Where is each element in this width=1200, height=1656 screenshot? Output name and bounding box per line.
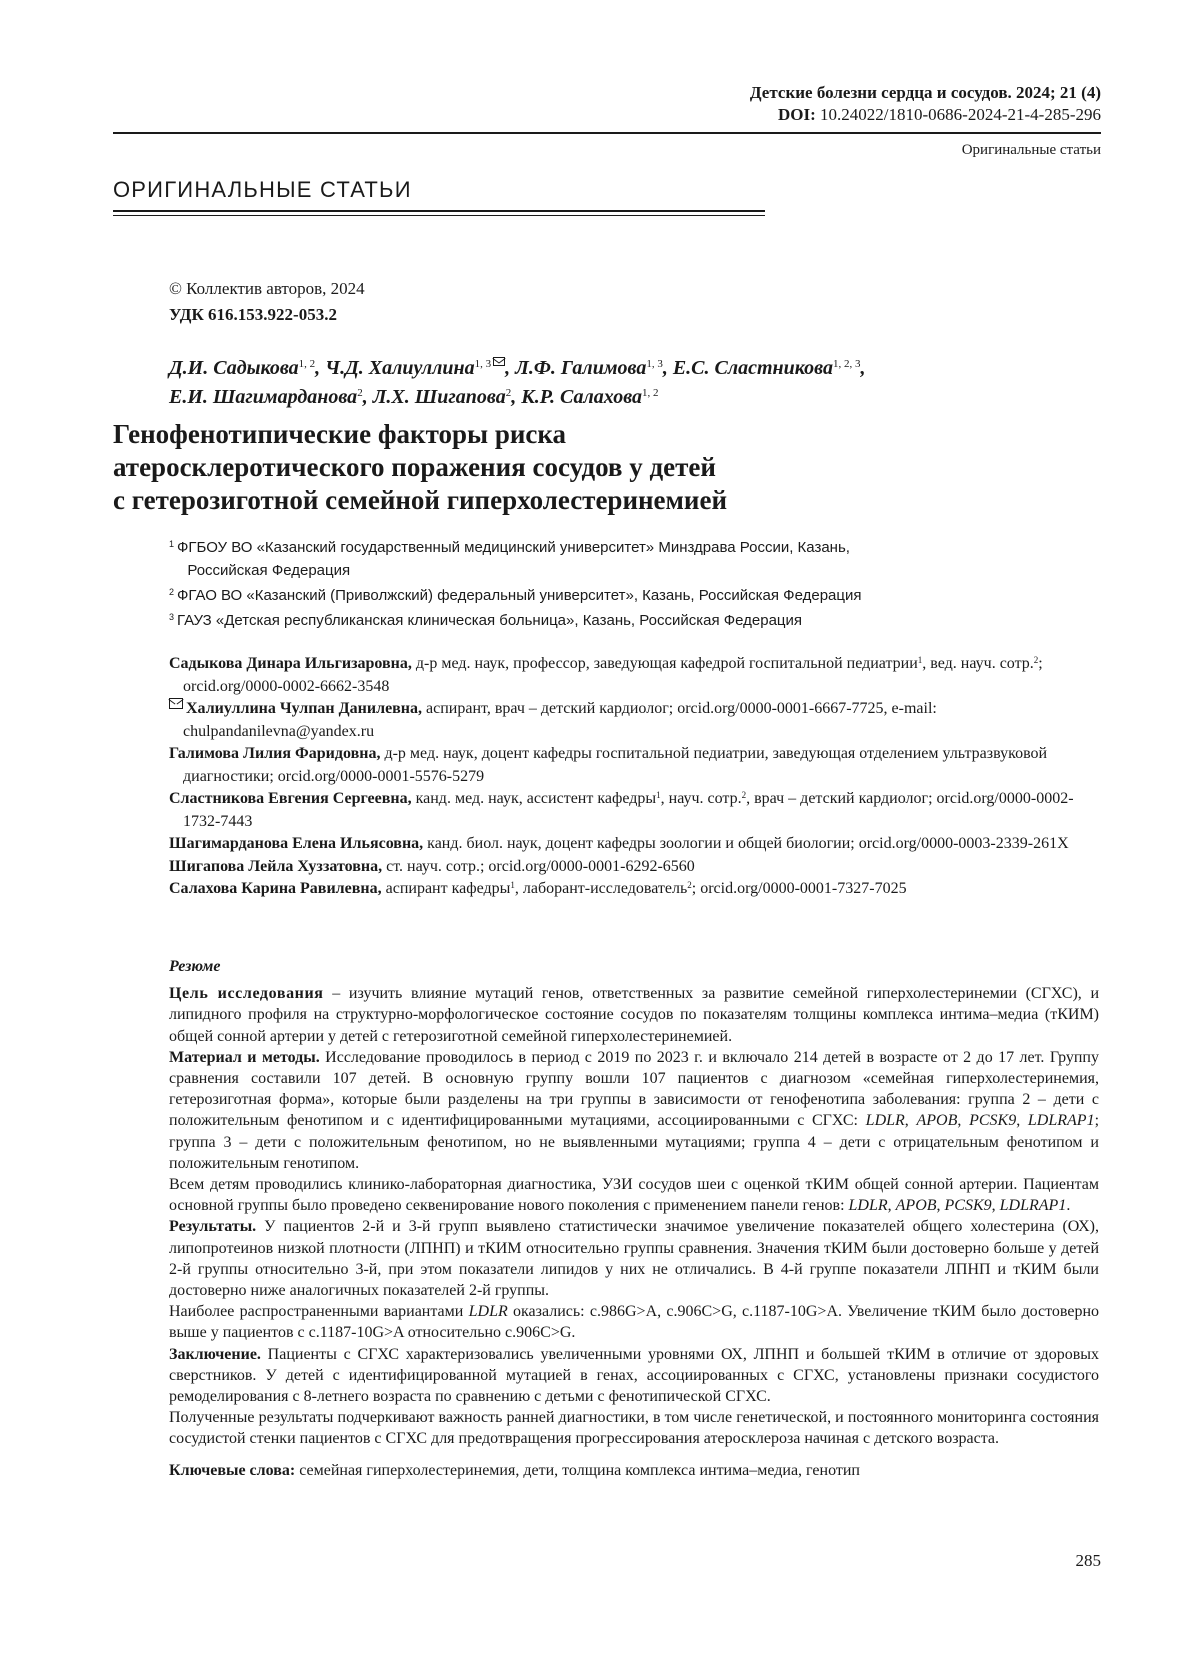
author-detail-name: Халиуллина Чулпан Данилевна, xyxy=(186,700,423,717)
affiliation-item xyxy=(169,536,1089,582)
affiliation-mark: 2 xyxy=(687,880,692,890)
affiliation-mark: 2 xyxy=(741,790,747,800)
abstract-results-continued xyxy=(169,1301,1099,1343)
gene-name: PCSK9 xyxy=(969,1112,1017,1130)
article-title xyxy=(113,418,1013,517)
author-name: Е.И. Шагимарданова xyxy=(169,386,358,408)
author-detail-text: д-р мед. наук, профессор, заведующая кафедрой госпитальной педиатрии xyxy=(411,655,918,672)
abstract-text: Наиболее распространенными вариантами xyxy=(169,1303,469,1321)
keywords xyxy=(169,1460,1099,1481)
abstract-conclusion xyxy=(169,1344,1099,1408)
author-detail xyxy=(169,653,1099,698)
abstract-text: оказались: c.986G>A, c.906C>G, c.1187-10G>A. Увеличение тКИМ было достоверно выше у пациентов с c.1187-10G>A относительно c.906C>G. xyxy=(169,1303,1099,1342)
affiliations xyxy=(169,536,1089,634)
author-name: Е.С. Сластникова xyxy=(672,357,833,379)
copyright-line: © Коллектив авторов, 2024 xyxy=(169,279,365,298)
keywords-text: семейная гиперхолестеринемия, дети, толщина комплекса интима–медиа, генотип xyxy=(295,1461,860,1479)
abstract-text: Пациенты с СГХС характеризовались увеличенными уровнями ОХ, ЛПНП и большей тКИМ в отличие от здоровых сверстников. У детей с идентифицированной мутацией в генах, ассоциированных с СГХС, установлены признаки сосудистого ремоделирования с 8-летнего возраста по сравнению с детьми с фенотипической СГХС. xyxy=(169,1345,1099,1406)
author-detail-text: , вед. науч. сотр. xyxy=(922,655,1034,672)
affiliation-number: 3 xyxy=(169,612,175,622)
author-details xyxy=(169,653,1099,901)
abstract-text: ; группа 3 – дети с положительным фенотипом, но не выявленными мутациями; группа 4 – дети с отрицательным фенотипом и положительным генотипом. xyxy=(169,1112,1100,1172)
author-name: К.Р. Салахова xyxy=(521,386,643,408)
author-affiliation-marks: 1, 2, 3 xyxy=(832,358,861,370)
abstract-label: Результаты. xyxy=(169,1218,257,1236)
author-affiliation-marks: 1, 2 xyxy=(642,387,659,399)
keywords-label: Ключевые слова: xyxy=(169,1461,296,1479)
abstract-heading: Резюме xyxy=(169,958,221,975)
gene-name: LDLR xyxy=(848,1197,888,1215)
author-detail-name: Шигапова Лейла Хуззатовна, xyxy=(169,857,383,875)
abstract-aim xyxy=(169,983,1099,1047)
author-affiliation-marks: 2 xyxy=(357,387,363,399)
abstract xyxy=(169,956,1099,1481)
title-line: Генофенотипические факторы риска xyxy=(113,419,567,449)
gene-name: APOB xyxy=(916,1112,958,1130)
author-detail-text: ; orcid.org/0000-0001-7327-7025 xyxy=(691,880,907,897)
section-divider-thick xyxy=(113,210,765,212)
doi-label: DOI: xyxy=(778,105,816,124)
author-name: Л.Ф. Галимова xyxy=(515,357,647,379)
author-name: Л.Х. Шигапова xyxy=(372,386,506,408)
abstract-label: Заключение. xyxy=(169,1345,261,1363)
abstract-label: Материал и методы. xyxy=(169,1048,320,1066)
author-detail-text: канд. биол. наук, доцент кафедры зоологии и общей биологии; orcid.org/0000-0003-2339-261X xyxy=(423,835,1069,852)
udc-code: УДК 616.153.922-053.2 xyxy=(169,305,337,324)
author-detail-text: канд. мед. наук, ассистент кафедры xyxy=(411,790,657,807)
abstract-text: Всем детям проводились клинико-лабораторная диагностика, УЗИ сосудов шеи с оценкой тКИМ общей сонной артерии. Пациентам основной группы было проведено секвенирование нового поколения с применением панели генов: xyxy=(169,1176,1099,1215)
author-affiliation-marks: 1, 2 xyxy=(298,358,316,370)
author-detail-text: д-р мед. наук, доцент кафедры госпитальной педиатрии, заведующая отделением ультразвуковой диагностики; orcid.org/0000-0001-5576-5279 xyxy=(183,745,1048,785)
journal-header xyxy=(750,82,1101,126)
author-affiliation-marks: 1, 3 xyxy=(646,358,663,370)
title-line: атеросклеротического поражения сосудов у детей xyxy=(113,452,716,482)
author-detail-text: , лаборант-исследователь xyxy=(514,880,688,897)
gene-name: LDLRAP1 xyxy=(1027,1112,1095,1130)
envelope-icon xyxy=(493,357,505,366)
header-divider xyxy=(113,132,1101,134)
abstract-methods-continued: Всем детям проводились клинико-лабораторная диагностика, УЗИ сосудов шеи с оценкой тКИМ общей сонной артерии. Пациентам основной группы было проведено секвенирование нового поколения с применением панели генов: LDLR, APOB, PCSK9, LDLRAP1. xyxy=(169,1176,1099,1215)
abstract-text: – изучить влияние мутаций генов, ответственных за развитие семейной гиперхолестеринемии (СГХС), и липидного профиля на структурно-морфологическое состояние сосудов по показателям толщины комплекса интима–медиа (тКИМ) общей сонной артерии у детей с гетерозиготной семейной гиперхолестеринемией. xyxy=(169,985,1100,1045)
author-affiliation-marks: 1, 3 xyxy=(474,358,492,370)
affiliation-text: Российская Федерация xyxy=(187,562,351,579)
author-name: Д.И. Садыкова xyxy=(169,357,299,379)
author-detail-text: аспирант, врач – детский кардиолог; orcid.org/0000-0001-6667-7725, e-mail: chulpandanilevna@yandex.ru xyxy=(183,700,937,740)
author-name: Ч.Д. Халиуллина xyxy=(325,357,475,379)
affiliation-item xyxy=(169,609,1089,632)
author-detail-text: ст. науч. сотр.; orcid.org/0000-0001-6292-6560 xyxy=(382,857,695,875)
author-detail-name: Шагимарданова Елена Ильясовна, xyxy=(169,835,424,852)
affiliation-number: 2 xyxy=(169,587,175,597)
author-detail xyxy=(169,833,1099,856)
section-heading: ОРИГИНАЛЬНЫЕ СТАТЬИ xyxy=(113,177,412,202)
title-line: с гетерозиготной семейной гиперхолестеринемией xyxy=(113,485,728,515)
gene-name: PCSK9 xyxy=(944,1197,992,1215)
section-divider-thin xyxy=(113,215,765,216)
affiliation-mark: 2 xyxy=(1033,655,1039,665)
author-list: Д.И. Садыкова$^{1, 2}$, Ч.Д. Халиуллина$^{1, 3}$ , Л.Ф. Галимова$^{1, 3}$, Е.С. Сластникова$^{1, 2, 3}$, Е.И. Шагимарданова$^2$, Л.Х. Шигапова$^2$, К.Р. Салахова$^{1, 2}$ xyxy=(169,357,866,408)
gene-name: LDLR xyxy=(468,1303,508,1321)
author-detail-name: Галимова Лилия Фаридовна, xyxy=(169,745,381,762)
doi-line xyxy=(750,104,1101,126)
author-detail-text: аспирант кафедры xyxy=(381,880,511,897)
envelope-icon xyxy=(169,698,183,709)
abstract-text: У пациентов 2-й и 3-й групп выявлено статистически значимое увеличение показателей общего холестерина (ОХ), липопротеинов низкой плотности (ЛПНП) и тКИМ относительно группы сравнения. Значения тКИМ были достоверно больше у детей 2-й группы относительно 3-й, при этом показатели липидов у них не отличались. В 4-й группе показатели ЛПНП и тКИМ были достоверно ниже аналогичных показателей 2-й группы. xyxy=(169,1218,1099,1300)
author-detail xyxy=(169,878,1099,901)
affiliation-mark: 1 xyxy=(917,655,923,665)
author-detail-text: ; orcid.org/0000-0002-6662-3548 xyxy=(183,655,1043,695)
author-detail-text: , врач – детский кардиолог; orcid.org/0000-0002-1732-7443 xyxy=(183,790,1074,830)
journal-citation: Детские болезни сердца и сосудов. 2024; 21 (4) xyxy=(749,83,1101,102)
affiliation-text: ФГАО ВО «Казанский (Приволжский) федеральный университет», Казань, Российская Федерация xyxy=(177,587,862,604)
gene-name: LDLR xyxy=(865,1112,905,1130)
affiliation-text: ГАУЗ «Детская республиканская клиническая больница», Казань, Российская Федерация xyxy=(177,612,803,629)
running-section-title: Оригинальные статьи xyxy=(961,142,1101,158)
author-detail xyxy=(169,743,1099,788)
abstract-results xyxy=(169,1216,1099,1301)
author-detail-name: Сластникова Евгения Сергеевна, xyxy=(169,790,412,807)
affiliation-item xyxy=(169,584,1089,607)
author-detail-name: Салахова Карина Равилевна, xyxy=(169,880,382,897)
page-number: 285 xyxy=(1075,1551,1101,1570)
affiliation-mark: 1 xyxy=(656,790,661,800)
abstract-text: Исследование проводилось в период с 2019 по 2023 г. и включало 214 детей в возрасте от 2 до 17 лет. Группу сравнения составили 107 детей. В основную группу вошли 107 пациентов с диагнозом «семейная гиперхолестеринемия, гетерозиготная форма», которые были разделены на три группы в зависимости от генофенотипа заболевания: группа 2 – дети с положительным фенотипом и с идентифицированными мутациями, ассоциированными с СГХС: xyxy=(169,1048,1099,1130)
abstract-methods: Материал и методы. Исследование проводилось в период с 2019 по 2023 г. и включало 214 детей в возрасте от 2 до 17 лет. Группу сравнения составили 107 детей. В основную группу вошли 107 пациентов с диагнозом «семейная гиперхолестеринемия, гетерозиготная форма», которые были разделены на три группы в зависимости от генофенотипа заболевания: группа 2 – дети с положительным фенотипом и с идентифицированными мутациями, ассоциированными с СГХС: LDLR, APOB, PCSK9, LDLRAP1; группа 3 – дети с положительным фенотипом, но не выявленными мутациями; группа 4 – дети с отрицательным фенотипом и положительным генотипом. xyxy=(169,1048,1100,1172)
author-detail xyxy=(169,856,1099,879)
author-detail-text: , науч. сотр. xyxy=(660,790,742,807)
gene-name: APOB xyxy=(895,1197,937,1215)
gene-name: LDLRAP1 xyxy=(999,1197,1067,1215)
author-affiliation-marks: 2 xyxy=(505,387,512,399)
front-matter xyxy=(169,276,1069,328)
affiliation-mark: 1 xyxy=(510,880,515,890)
author-detail xyxy=(169,788,1099,833)
author-detail xyxy=(169,698,1099,743)
affiliation-text: ФГБОУ ВО «Казанский государственный медицинский университет» Минздрава России, Казань, xyxy=(177,539,850,556)
affiliation-number: 1 xyxy=(169,539,175,549)
doi-value[interactable]: 10.24022/1810-0686-2024-21-4-285-296 xyxy=(820,105,1101,124)
abstract-label: Цель исследования xyxy=(169,985,324,1003)
abstract-conclusion-continued: Полученные результаты подчеркивают важность ранней диагностики, в том числе генетической, и постоянного мониторинга состояния сосудистой стенки пациентов с СГХС для предотвращения прогрессирования атеросклероза начиная с детского возраста. xyxy=(169,1409,1099,1448)
author-detail-name: Садыкова Динара Ильгизаровна, xyxy=(169,655,412,672)
